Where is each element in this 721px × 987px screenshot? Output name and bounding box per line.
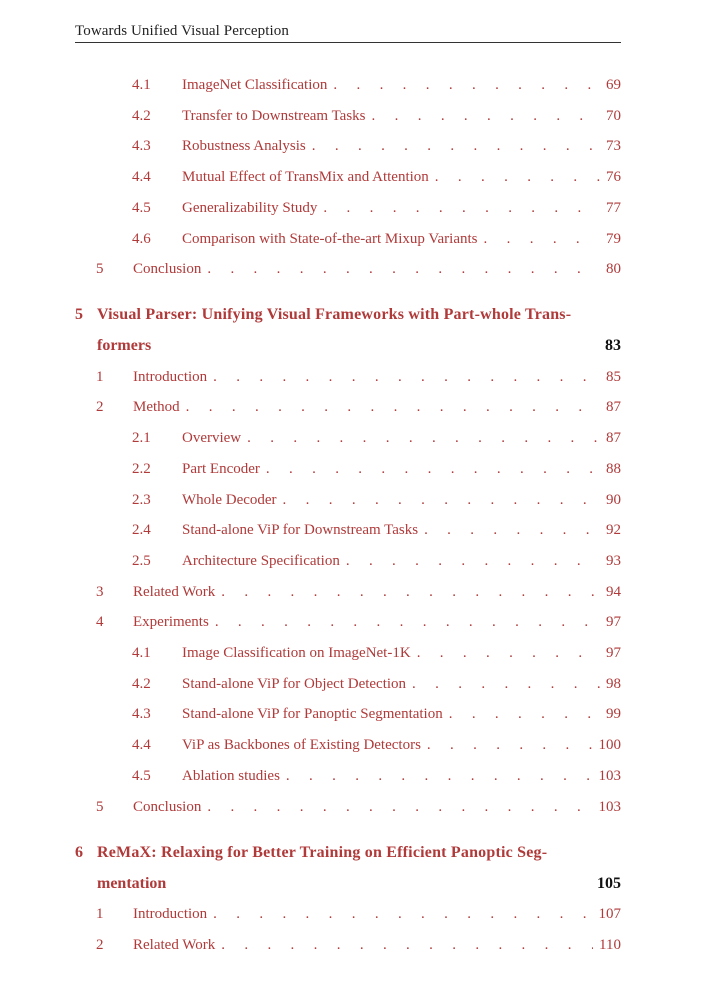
entry-page: 97 bbox=[606, 645, 621, 661]
entry-number: 4.1 bbox=[132, 77, 151, 93]
entry-title: Ablation studies bbox=[182, 768, 280, 784]
leader-dots bbox=[412, 674, 600, 694]
entry-number: 1 bbox=[96, 906, 104, 922]
toc-entry[interactable] bbox=[132, 674, 621, 694]
leader-dots bbox=[323, 198, 600, 218]
entry-number: 5 bbox=[96, 261, 104, 277]
toc-entry[interactable] bbox=[132, 229, 621, 249]
chapter-title-line1: ReMaX: Relaxing for Better Training on Efficient Panoptic Seg- bbox=[97, 844, 548, 861]
leader-dots bbox=[186, 397, 600, 417]
toc-entry[interactable] bbox=[132, 643, 621, 663]
entry-number: 4.6 bbox=[132, 231, 151, 247]
toc-entry[interactable] bbox=[132, 766, 621, 786]
entry-title: Related Work bbox=[133, 937, 216, 953]
entry-title: Related Work bbox=[133, 584, 216, 600]
entry-title: ImageNet Classification bbox=[182, 77, 328, 93]
entry-number: 5 bbox=[96, 799, 104, 815]
entry-title: ViP as Backbones of Existing Detectors bbox=[182, 737, 421, 753]
entry-title: Transfer to Downstream Tasks bbox=[182, 108, 366, 124]
leader-dots bbox=[333, 75, 600, 95]
toc-entry[interactable] bbox=[132, 520, 621, 540]
entry-number: 4.4 bbox=[132, 737, 151, 753]
toc-entry[interactable] bbox=[132, 198, 621, 218]
leader-dots bbox=[346, 551, 600, 571]
toc-entry[interactable] bbox=[132, 735, 621, 755]
chapter-title-line2: mentation bbox=[97, 875, 167, 892]
leader-dots bbox=[215, 612, 600, 632]
toc-entry[interactable] bbox=[96, 367, 621, 387]
toc-entry[interactable] bbox=[132, 459, 621, 479]
toc-entry[interactable] bbox=[132, 551, 621, 571]
entry-title: Part Encoder bbox=[182, 461, 260, 477]
entry-title: Stand-alone ViP for Panoptic Segmentation bbox=[182, 706, 443, 722]
leader-dots bbox=[424, 520, 600, 540]
entry-number: 2 bbox=[96, 399, 104, 415]
leader-dots bbox=[449, 704, 600, 724]
entry-title: Introduction bbox=[133, 369, 208, 385]
entry-number: 3 bbox=[96, 584, 104, 600]
entry-title: Architecture Specification bbox=[182, 553, 340, 569]
entry-title: Mutual Effect of TransMix and Attention bbox=[182, 169, 429, 185]
entry-page: 76 bbox=[606, 169, 621, 185]
entry-title: Stand-alone ViP for Object Detection bbox=[182, 676, 407, 692]
entry-title: Conclusion bbox=[133, 799, 202, 815]
entry-number: 4.5 bbox=[132, 768, 151, 784]
leader-dots bbox=[213, 367, 600, 387]
toc-entry[interactable] bbox=[96, 259, 621, 279]
toc-entry[interactable] bbox=[132, 490, 621, 510]
entry-number: 4.5 bbox=[132, 200, 151, 216]
leader-dots bbox=[435, 167, 600, 187]
entry-page: 103 bbox=[598, 799, 621, 815]
entry-page: 70 bbox=[606, 108, 621, 124]
leader-dots bbox=[266, 459, 600, 479]
entry-page: 99 bbox=[606, 706, 621, 722]
entry-page: 110 bbox=[599, 937, 621, 953]
chapter-title-line2: formers bbox=[97, 337, 152, 354]
entry-page: 87 bbox=[606, 430, 621, 446]
entry-title: Whole Decoder bbox=[182, 492, 277, 508]
leader-dots bbox=[283, 490, 600, 510]
entry-number: 4.3 bbox=[132, 706, 151, 722]
leader-dots bbox=[247, 428, 600, 448]
toc-entry[interactable] bbox=[132, 167, 621, 187]
chapter-heading[interactable] bbox=[75, 842, 621, 895]
entry-title: Image Classification on ImageNet-1K bbox=[182, 645, 411, 661]
entry-page: 94 bbox=[606, 584, 621, 600]
toc-entry[interactable] bbox=[132, 428, 621, 448]
toc-entry[interactable] bbox=[132, 75, 621, 95]
leader-dots bbox=[484, 229, 600, 249]
leader-dots bbox=[372, 106, 600, 126]
entry-page: 107 bbox=[598, 906, 621, 922]
entry-number: 2.5 bbox=[132, 553, 151, 569]
leader-dots bbox=[286, 766, 593, 786]
entry-title: Comparison with State-of-the-art Mixup Variants bbox=[182, 231, 478, 247]
leader-dots bbox=[427, 735, 593, 755]
chapter-number: 6 bbox=[75, 844, 83, 861]
leader-dots bbox=[207, 259, 600, 279]
entry-page: 97 bbox=[606, 614, 621, 630]
entry-page: 77 bbox=[606, 200, 621, 216]
toc-entry[interactable] bbox=[96, 582, 621, 602]
leader-dots bbox=[221, 582, 600, 602]
toc-entry[interactable] bbox=[132, 106, 621, 126]
entry-page: 79 bbox=[606, 231, 621, 247]
entry-title: Overview bbox=[182, 430, 242, 446]
header-title: Towards Unified Visual Perception bbox=[75, 23, 289, 39]
toc-entry[interactable] bbox=[96, 935, 621, 955]
entry-page: 88 bbox=[606, 461, 621, 477]
entry-title: Experiments bbox=[133, 614, 209, 630]
entry-number: 4.4 bbox=[132, 169, 151, 185]
entry-page: 103 bbox=[598, 768, 621, 784]
entry-number: 2.2 bbox=[132, 461, 151, 477]
entry-number: 4.3 bbox=[132, 138, 151, 154]
entry-number: 2 bbox=[96, 937, 104, 953]
toc-entry[interactable] bbox=[96, 904, 621, 924]
toc-entry[interactable] bbox=[132, 136, 621, 156]
entry-page: 80 bbox=[606, 261, 621, 277]
entry-page: 92 bbox=[606, 522, 621, 538]
chapter-heading[interactable] bbox=[75, 304, 621, 357]
leader-dots bbox=[417, 643, 600, 663]
entry-number: 4.1 bbox=[132, 645, 151, 661]
entry-page: 100 bbox=[598, 737, 621, 753]
entry-title: Introduction bbox=[133, 906, 208, 922]
chapter-title-line1: Visual Parser: Unifying Visual Frameworks with Part-whole Trans- bbox=[97, 306, 572, 323]
toc-entry[interactable] bbox=[96, 612, 621, 632]
entry-page: 69 bbox=[606, 77, 621, 93]
entry-page: 73 bbox=[606, 138, 621, 154]
leader-dots bbox=[312, 136, 600, 156]
entry-title: Robustness Analysis bbox=[182, 138, 306, 154]
entry-page: 98 bbox=[606, 676, 621, 692]
entry-number: 2.4 bbox=[132, 522, 151, 538]
toc-entry[interactable] bbox=[132, 704, 621, 724]
entry-number: 2.1 bbox=[132, 430, 151, 446]
chapter-number: 5 bbox=[75, 306, 83, 323]
leader-dots bbox=[221, 935, 593, 955]
entry-number: 4 bbox=[96, 614, 104, 630]
entry-page: 87 bbox=[606, 399, 621, 415]
running-header bbox=[75, 22, 621, 43]
entry-number: 1 bbox=[96, 369, 104, 385]
entry-page: 93 bbox=[606, 553, 621, 569]
chapter-page: 83 bbox=[605, 337, 621, 354]
leader-dots bbox=[213, 904, 592, 924]
entry-page: 90 bbox=[606, 492, 621, 508]
leader-dots bbox=[207, 797, 592, 817]
entry-number: 4.2 bbox=[132, 108, 151, 124]
chapter-page: 105 bbox=[597, 875, 621, 892]
entry-title: Method bbox=[133, 399, 180, 415]
entry-number: 4.2 bbox=[132, 676, 151, 692]
entry-number: 2.3 bbox=[132, 492, 151, 508]
toc-entry[interactable] bbox=[96, 397, 621, 417]
entry-title: Conclusion bbox=[133, 261, 202, 277]
entry-title: Stand-alone ViP for Downstream Tasks bbox=[182, 522, 419, 538]
entry-title: Generalizability Study bbox=[182, 200, 318, 216]
entry-page: 85 bbox=[606, 369, 621, 385]
toc-entry[interactable] bbox=[96, 797, 621, 817]
